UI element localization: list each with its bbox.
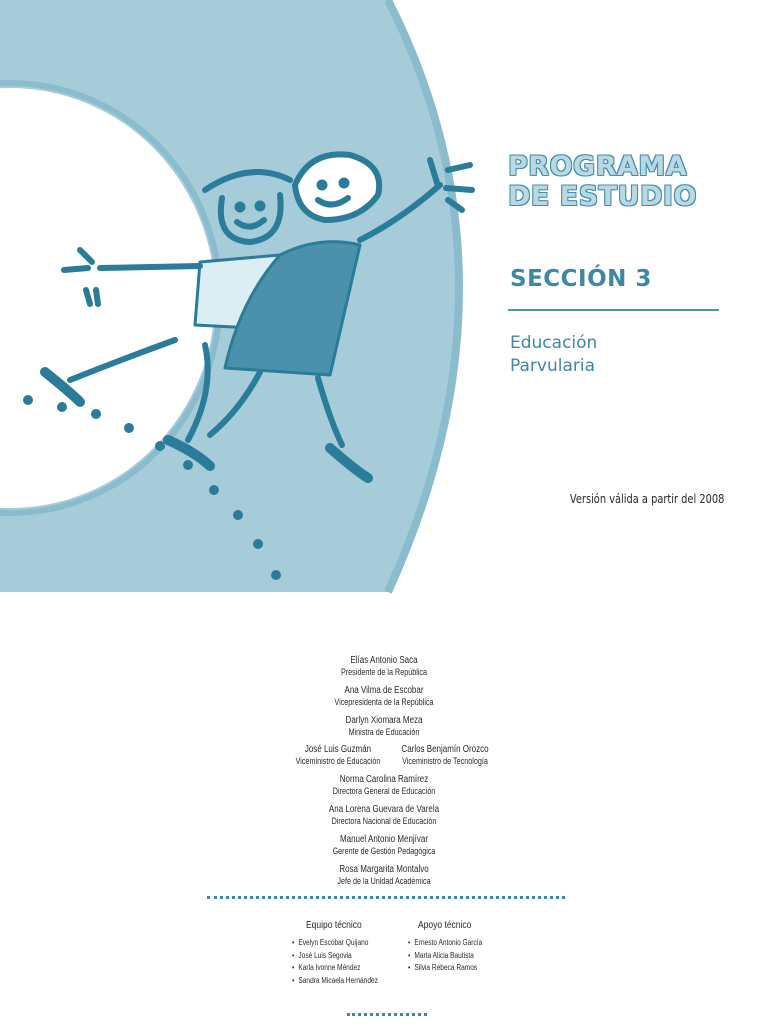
equipo-heading: Equipo técnico — [306, 920, 362, 931]
official-role: Directora General de Educación — [332, 786, 436, 796]
official-role: Viceministro de Tecnología — [402, 756, 488, 766]
official-entry — [284, 685, 484, 708]
official-entry — [284, 774, 484, 797]
list-item: • Sandra Micaela Hernández — [292, 975, 378, 988]
list-item: • Ernesto Antonio García — [408, 937, 482, 950]
official-role: Viceministro de Educación — [295, 756, 381, 766]
subject-line-1: Educación — [510, 333, 598, 353]
official-entry — [284, 715, 484, 738]
subject-heading — [510, 332, 597, 378]
list-item: • Karla Ivonne Méndez — [292, 962, 378, 975]
official-name: Darlyn Xiomara Meza — [345, 715, 423, 726]
subject-line-2: Parvularia — [510, 356, 595, 376]
list-item: • José Luis Segovia — [292, 950, 378, 963]
list-item: • Evelyn Escobar Quijano — [292, 937, 378, 950]
official-role: Jefe de la Unidad Académica — [337, 876, 431, 886]
equipo-list — [292, 937, 397, 987]
list-item: • Marta Alicia Bautista — [408, 950, 482, 963]
official-entry — [284, 804, 484, 827]
official-role: Gerente de Gestión Pedagógica — [332, 846, 436, 856]
official-role: Vicepresidenta de la República — [334, 697, 434, 707]
official-role: Directora Nacional de Educación — [331, 816, 437, 826]
section-rule — [508, 309, 719, 311]
official-role: Ministra de Educación — [348, 727, 420, 737]
official-name: Manuel Antonio Menjívar — [339, 834, 429, 845]
official-entry — [284, 655, 484, 678]
official-name: Ana Vilma de Escobar — [344, 685, 424, 696]
official-name: Rosa Margarita Montalvo — [339, 864, 429, 875]
official-entry — [284, 834, 484, 857]
official-name: Norma Carolina Ramírez — [339, 774, 429, 785]
apoyo-heading: Apoyo técnico — [418, 920, 472, 931]
apoyo-list — [408, 937, 499, 975]
section-heading: SECCIÓN 3 — [510, 266, 652, 292]
equipo-tecnico — [292, 920, 397, 987]
official-entry — [380, 744, 510, 767]
version-note: Versión válida a partir del 2008 — [569, 492, 725, 506]
official-role: Presidente de la República — [340, 667, 428, 677]
program-title — [508, 152, 697, 212]
title-line-1: PROGRAMA — [508, 151, 688, 182]
official-entry — [284, 864, 484, 887]
dotted-divider — [207, 896, 565, 899]
official-name: Elías Antonio Saca — [350, 655, 418, 666]
title-line-2: DE ESTUDIO — [508, 181, 697, 212]
dotted-divider-bottom — [347, 1013, 427, 1016]
list-item: • Silvia Rebeca Ramos — [408, 962, 482, 975]
official-name: Carlos Benjamín Orozco — [401, 744, 489, 755]
apoyo-tecnico — [408, 920, 499, 975]
official-name: Ana Lorena Guevara de Varela — [328, 804, 440, 815]
official-name: José Luis Guzmán — [304, 744, 372, 755]
